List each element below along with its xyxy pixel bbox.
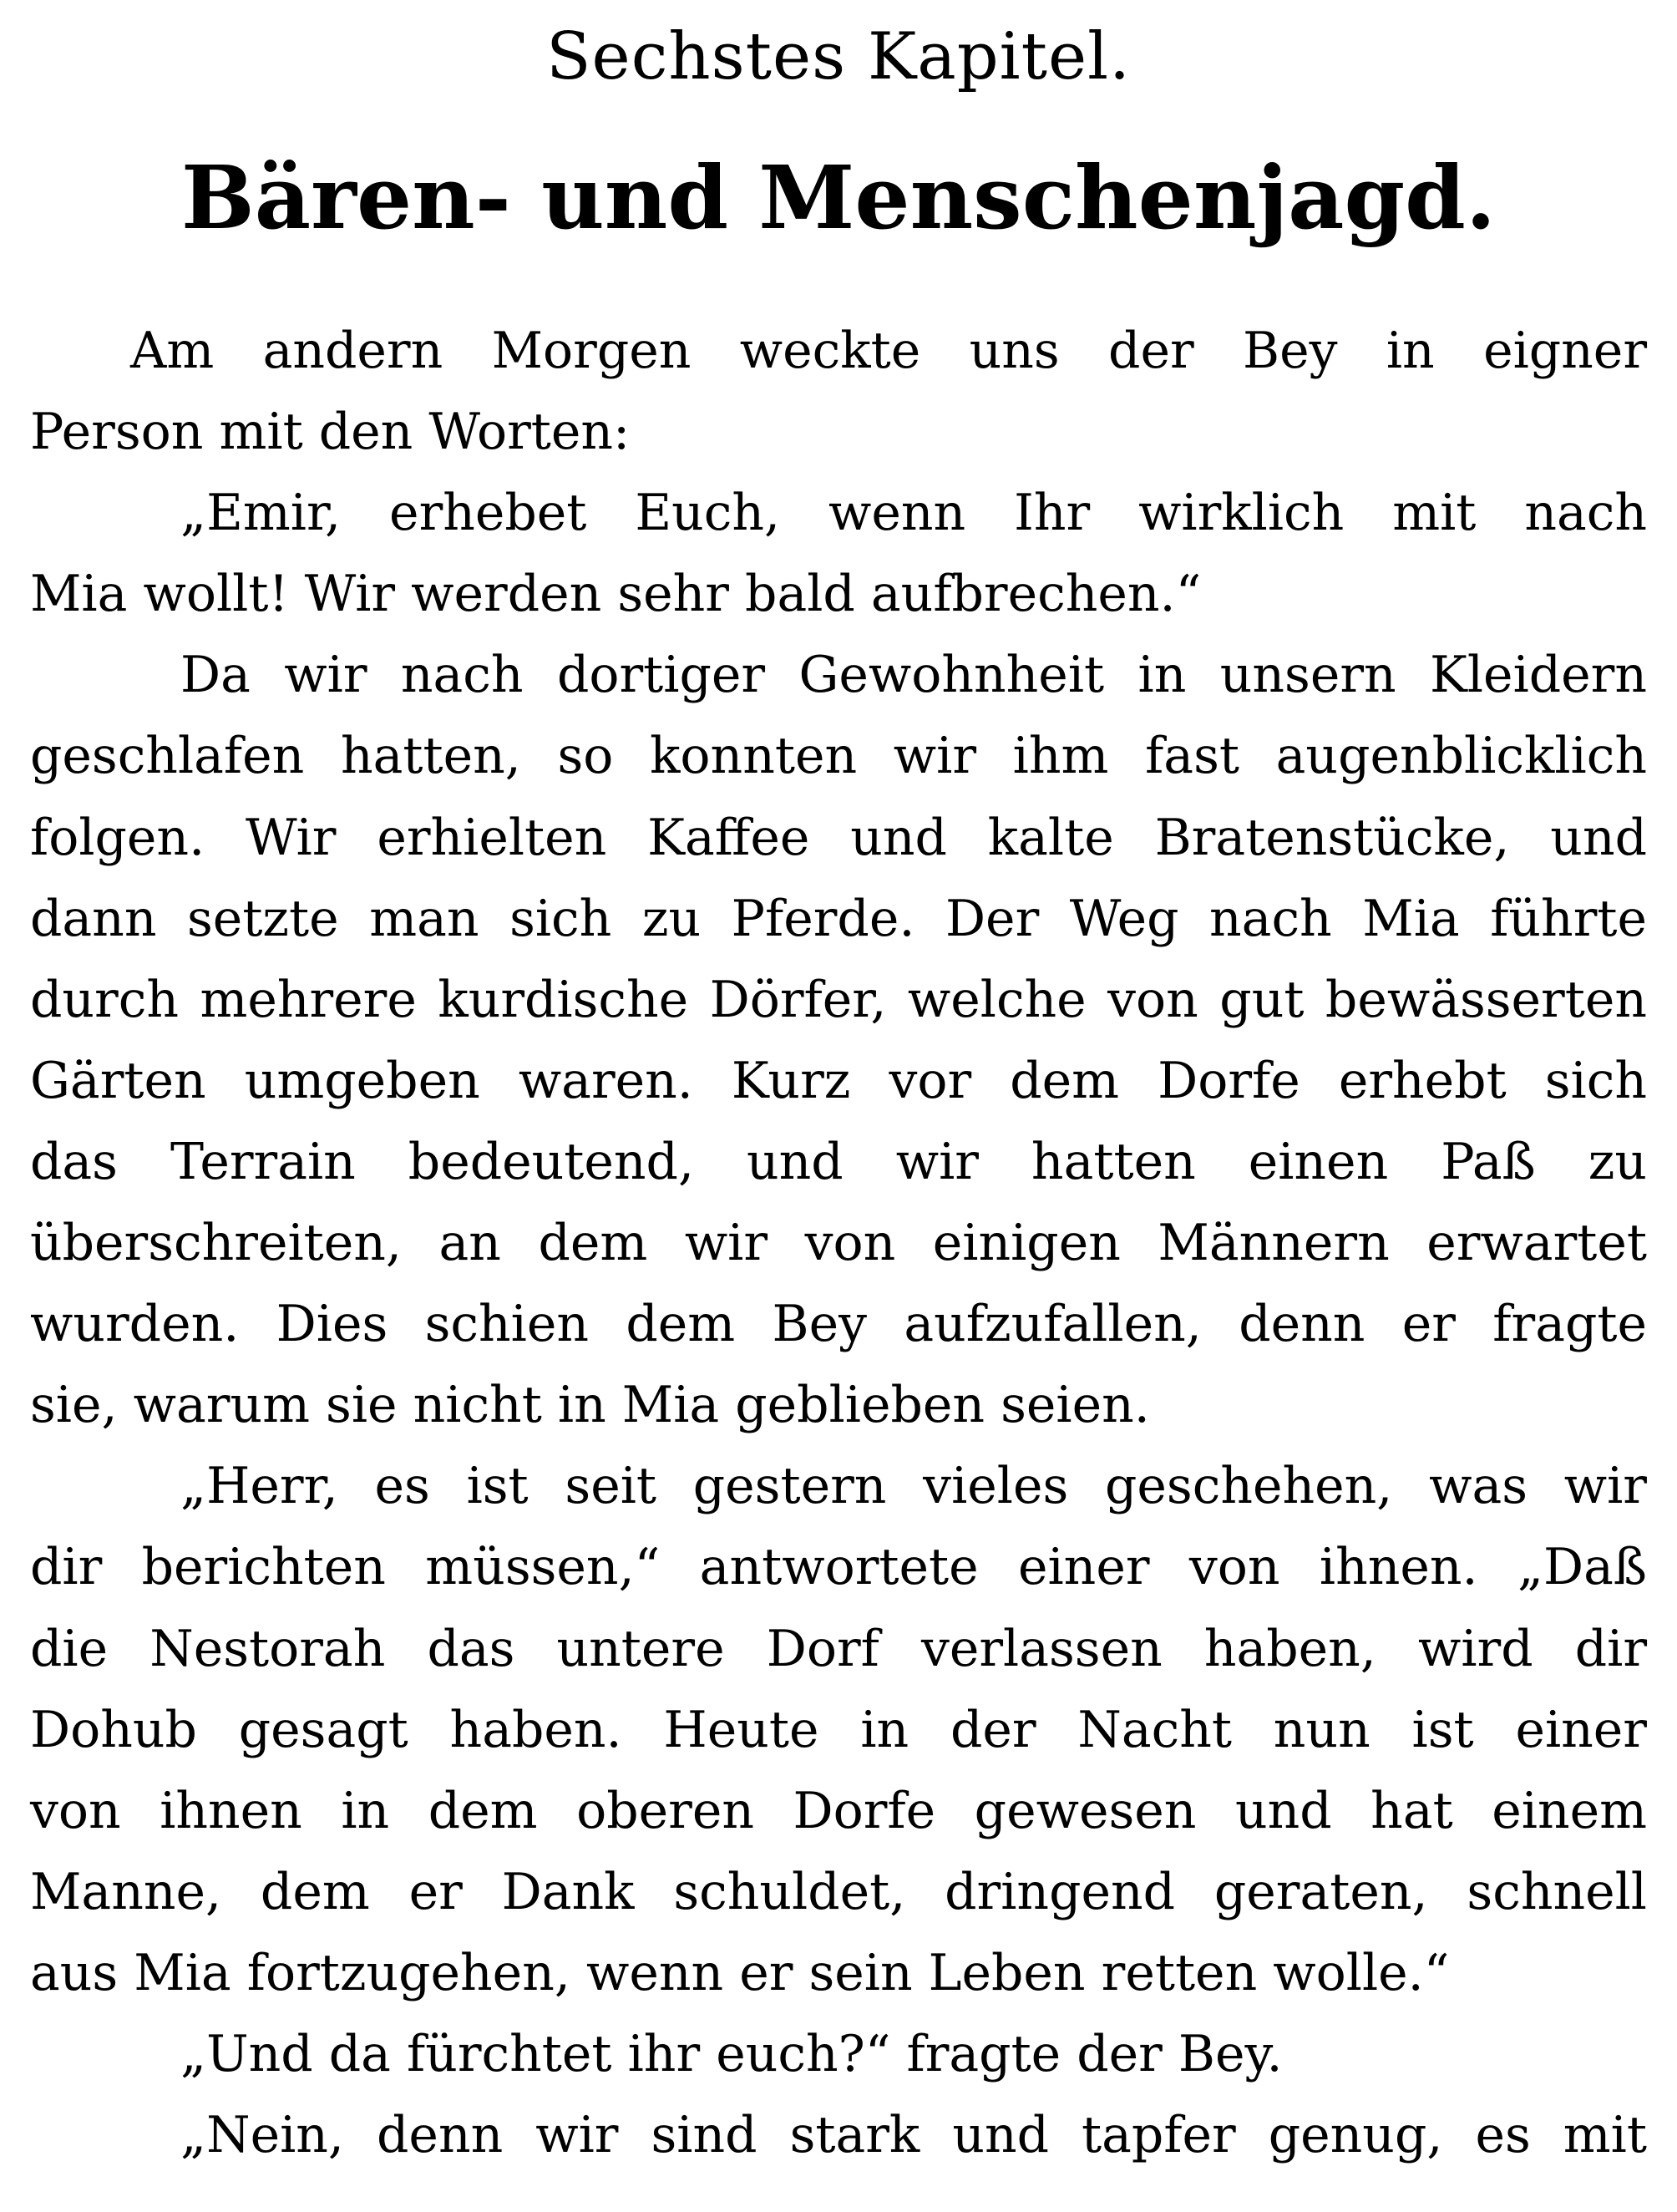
text-line: Person mit den Worten: xyxy=(30,403,631,462)
body-text xyxy=(30,311,1647,2176)
chapter-label: Sechstes Kapitel. xyxy=(546,19,1131,94)
text-line: geschlafen hatten, so konnten wir ihm fast augenblicklich xyxy=(30,727,1647,786)
text-line: „Nein, denn wir sind stark und tapfer genug, es mit xyxy=(180,2106,1647,2165)
text-line: Gärten umgeben waren. Kurz vor dem Dorfe erhebt sich xyxy=(30,1051,1647,1110)
text-line: durch mehrere kurdische Dörfer, welche von gut bewässerten xyxy=(30,970,1647,1029)
text-line: dir berichten müssen,“ antwortete einer von ihnen. „Daß xyxy=(30,1538,1647,1597)
text-line: dann setzte man sich zu Pferde. Der Weg nach Mia führte xyxy=(30,889,1647,948)
text-line: überschreiten, an dem wir von einigen Männern erwartet xyxy=(30,1214,1647,1273)
text-line: von ihnen in dem oberen Dorfe gewesen und hat einem xyxy=(30,1781,1647,1840)
text-line: sie, warum sie nicht in Mia geblieben seien. xyxy=(30,1376,1150,1435)
text-line: Am andern Morgen weckte uns der Bey in eigner xyxy=(130,322,1647,380)
text-line: folgen. Wir erhielten Kaffee und kalte Bratenstücke, und xyxy=(30,808,1647,867)
text-line: „Emir, erhebet Euch, wenn Ihr wirklich mit nach xyxy=(180,484,1647,543)
text-line: Mia wollt! Wir werden sehr bald aufbrechen.“ xyxy=(30,565,1202,624)
text-line: „Herr, es ist seit gestern vieles geschehen, was wir xyxy=(180,1457,1647,1516)
text-line: Manne, dem er Dank schuldet, dringend geraten, schnell xyxy=(30,1862,1647,1921)
text-line: Dohub gesagt haben. Heute in der Nacht nun ist einer xyxy=(30,1700,1647,1759)
text-line: Da wir nach dortiger Gewohnheit in unsern Kleidern xyxy=(180,646,1647,705)
text-line: die Nestorah das untere Dorf verlassen haben, wird dir xyxy=(30,1619,1647,1678)
text-line: wurden. Dies schien dem Bey aufzufallen, denn er fragte xyxy=(30,1295,1647,1354)
text-line: das Terrain bedeutend, und wir hatten einen Paß zu xyxy=(30,1132,1647,1191)
text-line: aus Mia fortzugehen, wenn er sein Leben retten wolle.“ xyxy=(30,1943,1450,2002)
chapter-title: Bären- und Menschenjagd. xyxy=(180,146,1497,249)
text-line: „Und da fürchtet ihr euch?“ fragte der Bey. xyxy=(180,2024,1283,2083)
